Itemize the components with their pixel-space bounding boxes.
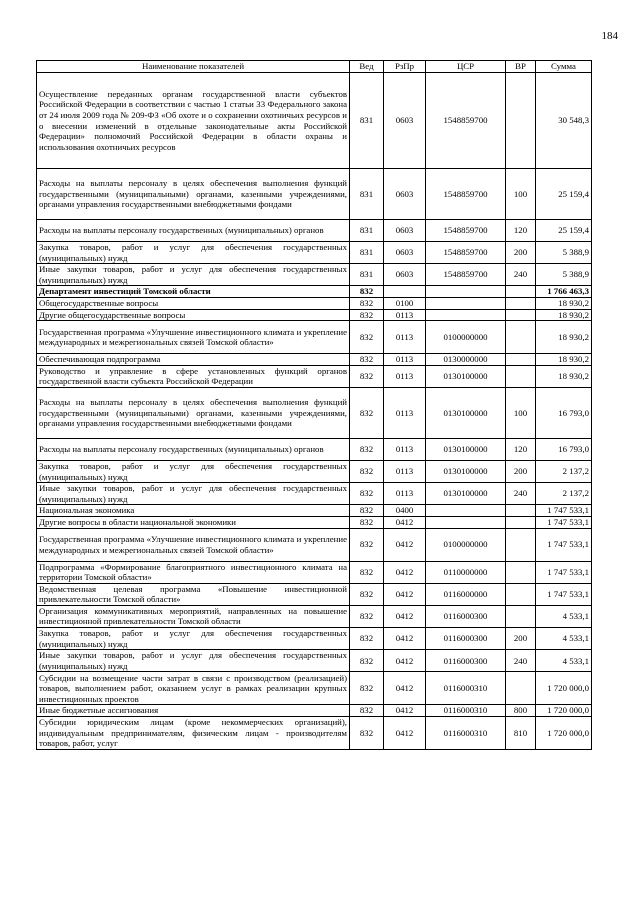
cell-rzpr: 0113 bbox=[384, 387, 426, 438]
cell-vr: 100 bbox=[506, 387, 536, 438]
cell-sum: 5 388,9 bbox=[536, 264, 592, 286]
cell-name: Руководство и управление в сфере установленных функций органов государственной власти субъекта Российской Федерации bbox=[37, 365, 350, 387]
cell-ved: 831 bbox=[350, 242, 384, 264]
cell-rzpr: 0113 bbox=[384, 460, 426, 482]
table-row bbox=[37, 321, 592, 354]
cell-name: Субсидии на возмещение части затрат в связи с производством (реализацией) товаров, выполнением работ, оказанием услуг в рамках реализации крупных инвестиционных проектов bbox=[37, 672, 350, 705]
cell-ved: 832 bbox=[350, 672, 384, 705]
cell-vr bbox=[506, 672, 536, 705]
cell-vr: 810 bbox=[506, 717, 536, 750]
table-row bbox=[37, 672, 592, 705]
table-row bbox=[37, 264, 592, 286]
cell-rzpr: 0412 bbox=[384, 717, 426, 750]
cell-name: Национальная экономика bbox=[37, 505, 350, 517]
cell-vr: 240 bbox=[506, 483, 536, 505]
header-name: Наименование показателей bbox=[37, 61, 350, 73]
cell-rzpr: 0113 bbox=[384, 438, 426, 460]
cell-sum: 5 388,9 bbox=[536, 242, 592, 264]
cell-ved: 832 bbox=[350, 650, 384, 672]
cell-name: Общегосударственные вопросы bbox=[37, 297, 350, 309]
cell-sum: 18 930,2 bbox=[536, 309, 592, 321]
header-ved: Вед bbox=[350, 61, 384, 73]
cell-csr: 0116000000 bbox=[426, 583, 506, 605]
cell-csr: 1548859700 bbox=[426, 169, 506, 220]
cell-csr: 0110000000 bbox=[426, 561, 506, 583]
cell-rzpr: 0100 bbox=[384, 297, 426, 309]
table-row bbox=[37, 528, 592, 561]
budget-table bbox=[36, 60, 592, 750]
cell-vr: 120 bbox=[506, 438, 536, 460]
cell-ved: 832 bbox=[350, 321, 384, 354]
cell-vr bbox=[506, 321, 536, 354]
cell-vr: 240 bbox=[506, 650, 536, 672]
cell-vr bbox=[506, 583, 536, 605]
cell-csr: 0130100000 bbox=[426, 365, 506, 387]
cell-ved: 831 bbox=[350, 220, 384, 242]
cell-name: Иные закупки товаров, работ и услуг для обеспечения государственных (муниципальных) нужд bbox=[37, 264, 350, 286]
cell-rzpr: 0113 bbox=[384, 309, 426, 321]
table-row bbox=[37, 438, 592, 460]
cell-ved: 832 bbox=[350, 561, 384, 583]
cell-name: Субсидии юридическим лицам (кроме некоммерческих организаций), индивидуальным предпринимателям, физическим лицам - производителям товаров, работ, услуг bbox=[37, 717, 350, 750]
page-number: 184 bbox=[601, 30, 618, 42]
table-row bbox=[37, 365, 592, 387]
cell-vr bbox=[506, 354, 536, 366]
cell-sum: 2 137,2 bbox=[536, 460, 592, 482]
cell-sum: 18 930,2 bbox=[536, 354, 592, 366]
cell-ved: 832 bbox=[350, 705, 384, 717]
table-row bbox=[37, 583, 592, 605]
cell-csr: 1548859700 bbox=[426, 264, 506, 286]
table-row bbox=[37, 242, 592, 264]
table-row bbox=[37, 628, 592, 650]
cell-name: Государственная программа «Улучшение инвестиционного климата и укрепление международных и межрегиональных связей Томской области» bbox=[37, 528, 350, 561]
cell-rzpr: 0603 bbox=[384, 264, 426, 286]
cell-vr bbox=[506, 516, 536, 528]
cell-ved: 832 bbox=[350, 717, 384, 750]
table-body bbox=[37, 73, 592, 750]
header-csr: ЦСР bbox=[426, 61, 506, 73]
cell-sum: 30 548,3 bbox=[536, 73, 592, 169]
cell-sum: 1 720 000,0 bbox=[536, 705, 592, 717]
cell-rzpr: 0412 bbox=[384, 672, 426, 705]
cell-sum: 1 747 533,1 bbox=[536, 516, 592, 528]
cell-rzpr: 0412 bbox=[384, 583, 426, 605]
cell-vr bbox=[506, 309, 536, 321]
cell-name: Другие вопросы в области национальной экономики bbox=[37, 516, 350, 528]
cell-ved: 832 bbox=[350, 354, 384, 366]
table-row bbox=[37, 387, 592, 438]
cell-csr: 0116000310 bbox=[426, 705, 506, 717]
table-row bbox=[37, 297, 592, 309]
table-row bbox=[37, 561, 592, 583]
cell-csr: 1548859700 bbox=[426, 220, 506, 242]
header-sum: Сумма bbox=[536, 61, 592, 73]
cell-ved: 832 bbox=[350, 297, 384, 309]
cell-ved: 832 bbox=[350, 516, 384, 528]
cell-rzpr: 0113 bbox=[384, 354, 426, 366]
table-row bbox=[37, 169, 592, 220]
cell-rzpr: 0113 bbox=[384, 365, 426, 387]
cell-name: Закупка товаров, работ и услуг для обеспечения государственных (муниципальных) нужд bbox=[37, 242, 350, 264]
cell-rzpr: 0400 bbox=[384, 505, 426, 517]
cell-rzpr: 0412 bbox=[384, 528, 426, 561]
cell-sum: 4 533,1 bbox=[536, 628, 592, 650]
cell-vr bbox=[506, 605, 536, 627]
cell-ved: 832 bbox=[350, 505, 384, 517]
cell-name: Департамент инвестиций Томской области bbox=[37, 286, 350, 298]
cell-sum: 2 137,2 bbox=[536, 483, 592, 505]
cell-sum: 4 533,1 bbox=[536, 605, 592, 627]
cell-ved: 832 bbox=[350, 483, 384, 505]
cell-name: Расходы на выплаты персоналу государственных (муниципальных) органов bbox=[37, 220, 350, 242]
cell-name: Подпрограмма «Формирование благоприятного инвестиционного климата на территории Томской области» bbox=[37, 561, 350, 583]
cell-sum: 18 930,2 bbox=[536, 365, 592, 387]
cell-csr: 0116000300 bbox=[426, 628, 506, 650]
cell-rzpr: 0412 bbox=[384, 628, 426, 650]
table-row bbox=[37, 483, 592, 505]
cell-rzpr: 0113 bbox=[384, 321, 426, 354]
cell-ved: 832 bbox=[350, 628, 384, 650]
table-row bbox=[37, 650, 592, 672]
cell-rzpr: 0603 bbox=[384, 242, 426, 264]
cell-sum: 1 720 000,0 bbox=[536, 672, 592, 705]
cell-name: Расходы на выплаты персоналу государственных (муниципальных) органов bbox=[37, 438, 350, 460]
cell-sum: 18 930,2 bbox=[536, 297, 592, 309]
cell-ved: 832 bbox=[350, 460, 384, 482]
cell-name: Обеспечивающая подпрограмма bbox=[37, 354, 350, 366]
cell-csr: 0116000300 bbox=[426, 605, 506, 627]
cell-ved: 831 bbox=[350, 169, 384, 220]
cell-sum: 18 930,2 bbox=[536, 321, 592, 354]
cell-csr: 0116000310 bbox=[426, 717, 506, 750]
cell-vr bbox=[506, 365, 536, 387]
table-row bbox=[37, 516, 592, 528]
cell-vr bbox=[506, 297, 536, 309]
cell-sum: 16 793,0 bbox=[536, 438, 592, 460]
cell-sum: 16 793,0 bbox=[536, 387, 592, 438]
cell-name: Государственная программа «Улучшение инвестиционного климата и укрепление международных и межрегиональных связей Томской области» bbox=[37, 321, 350, 354]
cell-name: Иные закупки товаров, работ и услуг для обеспечения государственных (муниципальных) нужд bbox=[37, 650, 350, 672]
cell-vr: 240 bbox=[506, 264, 536, 286]
cell-rzpr: 0412 bbox=[384, 650, 426, 672]
cell-rzpr: 0412 bbox=[384, 516, 426, 528]
cell-csr: 0100000000 bbox=[426, 528, 506, 561]
table-row bbox=[37, 605, 592, 627]
table-row bbox=[37, 73, 592, 169]
cell-vr bbox=[506, 561, 536, 583]
cell-sum: 1 720 000,0 bbox=[536, 717, 592, 750]
cell-sum: 25 159,4 bbox=[536, 169, 592, 220]
cell-rzpr: 0412 bbox=[384, 605, 426, 627]
cell-ved: 832 bbox=[350, 528, 384, 561]
cell-vr: 800 bbox=[506, 705, 536, 717]
cell-csr bbox=[426, 286, 506, 298]
table-row bbox=[37, 717, 592, 750]
cell-name: Ведомственная целевая программа «Повышение инвестиционной привлекательности Томской области» bbox=[37, 583, 350, 605]
cell-ved: 832 bbox=[350, 605, 384, 627]
table-row bbox=[37, 705, 592, 717]
table-header-row bbox=[37, 61, 592, 73]
cell-rzpr: 0603 bbox=[384, 169, 426, 220]
cell-ved: 831 bbox=[350, 264, 384, 286]
cell-vr: 200 bbox=[506, 242, 536, 264]
cell-sum: 1 747 533,1 bbox=[536, 583, 592, 605]
cell-name: Другие общегосударственные вопросы bbox=[37, 309, 350, 321]
cell-ved: 832 bbox=[350, 286, 384, 298]
cell-csr: 0130100000 bbox=[426, 483, 506, 505]
cell-vr bbox=[506, 505, 536, 517]
cell-csr: 0116000300 bbox=[426, 650, 506, 672]
cell-csr bbox=[426, 516, 506, 528]
cell-csr: 0130000000 bbox=[426, 354, 506, 366]
cell-vr bbox=[506, 73, 536, 169]
cell-rzpr: 0412 bbox=[384, 705, 426, 717]
cell-ved: 832 bbox=[350, 309, 384, 321]
cell-ved: 832 bbox=[350, 365, 384, 387]
cell-ved: 832 bbox=[350, 387, 384, 438]
cell-sum: 1 766 463,3 bbox=[536, 286, 592, 298]
header-vr: ВР bbox=[506, 61, 536, 73]
cell-name: Расходы на выплаты персоналу в целях обеспечения выполнения функций государственными (муниципальными) органами, казенными учреждениями, органами управления государственными внебюджетными фондами bbox=[37, 387, 350, 438]
table-row bbox=[37, 309, 592, 321]
table-row bbox=[37, 460, 592, 482]
cell-sum: 1 747 533,1 bbox=[536, 561, 592, 583]
cell-csr: 0130100000 bbox=[426, 460, 506, 482]
cell-ved: 831 bbox=[350, 73, 384, 169]
header-rzpr: РзПр bbox=[384, 61, 426, 73]
cell-name: Закупка товаров, работ и услуг для обеспечения государственных (муниципальных) нужд bbox=[37, 460, 350, 482]
cell-sum: 25 159,4 bbox=[536, 220, 592, 242]
table-row bbox=[37, 286, 592, 298]
cell-csr: 1548859700 bbox=[426, 73, 506, 169]
cell-ved: 832 bbox=[350, 583, 384, 605]
cell-rzpr bbox=[384, 286, 426, 298]
cell-vr: 120 bbox=[506, 220, 536, 242]
cell-csr: 0130100000 bbox=[426, 438, 506, 460]
cell-csr: 1548859700 bbox=[426, 242, 506, 264]
cell-csr: 0116000310 bbox=[426, 672, 506, 705]
cell-csr bbox=[426, 309, 506, 321]
table-row bbox=[37, 505, 592, 517]
cell-vr bbox=[506, 528, 536, 561]
cell-name: Осуществление переданных органам государственной власти субъектов Российской Федерации в соответствии с частью 1 статьи 33 Федерального закона от 24 июля 2009 года № 209-ФЗ «Об охоте и о сохранении охотничьих ресурсов и о внесении изменений в отдельные законодательные акты Российской Федерации» полномочий Российской Федерации в области охраны и использования охотничьих ресурсов bbox=[37, 73, 350, 169]
cell-name: Иные закупки товаров, работ и услуг для обеспечения государственных (муниципальных) нужд bbox=[37, 483, 350, 505]
cell-csr: 0130100000 bbox=[426, 387, 506, 438]
cell-name: Закупка товаров, работ и услуг для обеспечения государственных (муниципальных) нужд bbox=[37, 628, 350, 650]
cell-rzpr: 0603 bbox=[384, 73, 426, 169]
cell-vr bbox=[506, 286, 536, 298]
cell-csr: 0100000000 bbox=[426, 321, 506, 354]
cell-vr: 200 bbox=[506, 628, 536, 650]
cell-ved: 832 bbox=[350, 438, 384, 460]
cell-csr bbox=[426, 505, 506, 517]
cell-name: Расходы на выплаты персоналу в целях обеспечения выполнения функций государственными (муниципальными) органами, казенными учреждениями, органами управления государственными внебюджетными фондами bbox=[37, 169, 350, 220]
cell-name: Организация коммуникативных мероприятий, направленных на повышение инвестиционной привлекательности Томской области bbox=[37, 605, 350, 627]
cell-rzpr: 0412 bbox=[384, 561, 426, 583]
cell-vr: 100 bbox=[506, 169, 536, 220]
cell-csr bbox=[426, 297, 506, 309]
cell-sum: 1 747 533,1 bbox=[536, 528, 592, 561]
cell-sum: 4 533,1 bbox=[536, 650, 592, 672]
cell-vr: 200 bbox=[506, 460, 536, 482]
cell-name: Иные бюджетные ассигнования bbox=[37, 705, 350, 717]
cell-rzpr: 0113 bbox=[384, 483, 426, 505]
table-row bbox=[37, 354, 592, 366]
cell-rzpr: 0603 bbox=[384, 220, 426, 242]
table-row bbox=[37, 220, 592, 242]
cell-sum: 1 747 533,1 bbox=[536, 505, 592, 517]
